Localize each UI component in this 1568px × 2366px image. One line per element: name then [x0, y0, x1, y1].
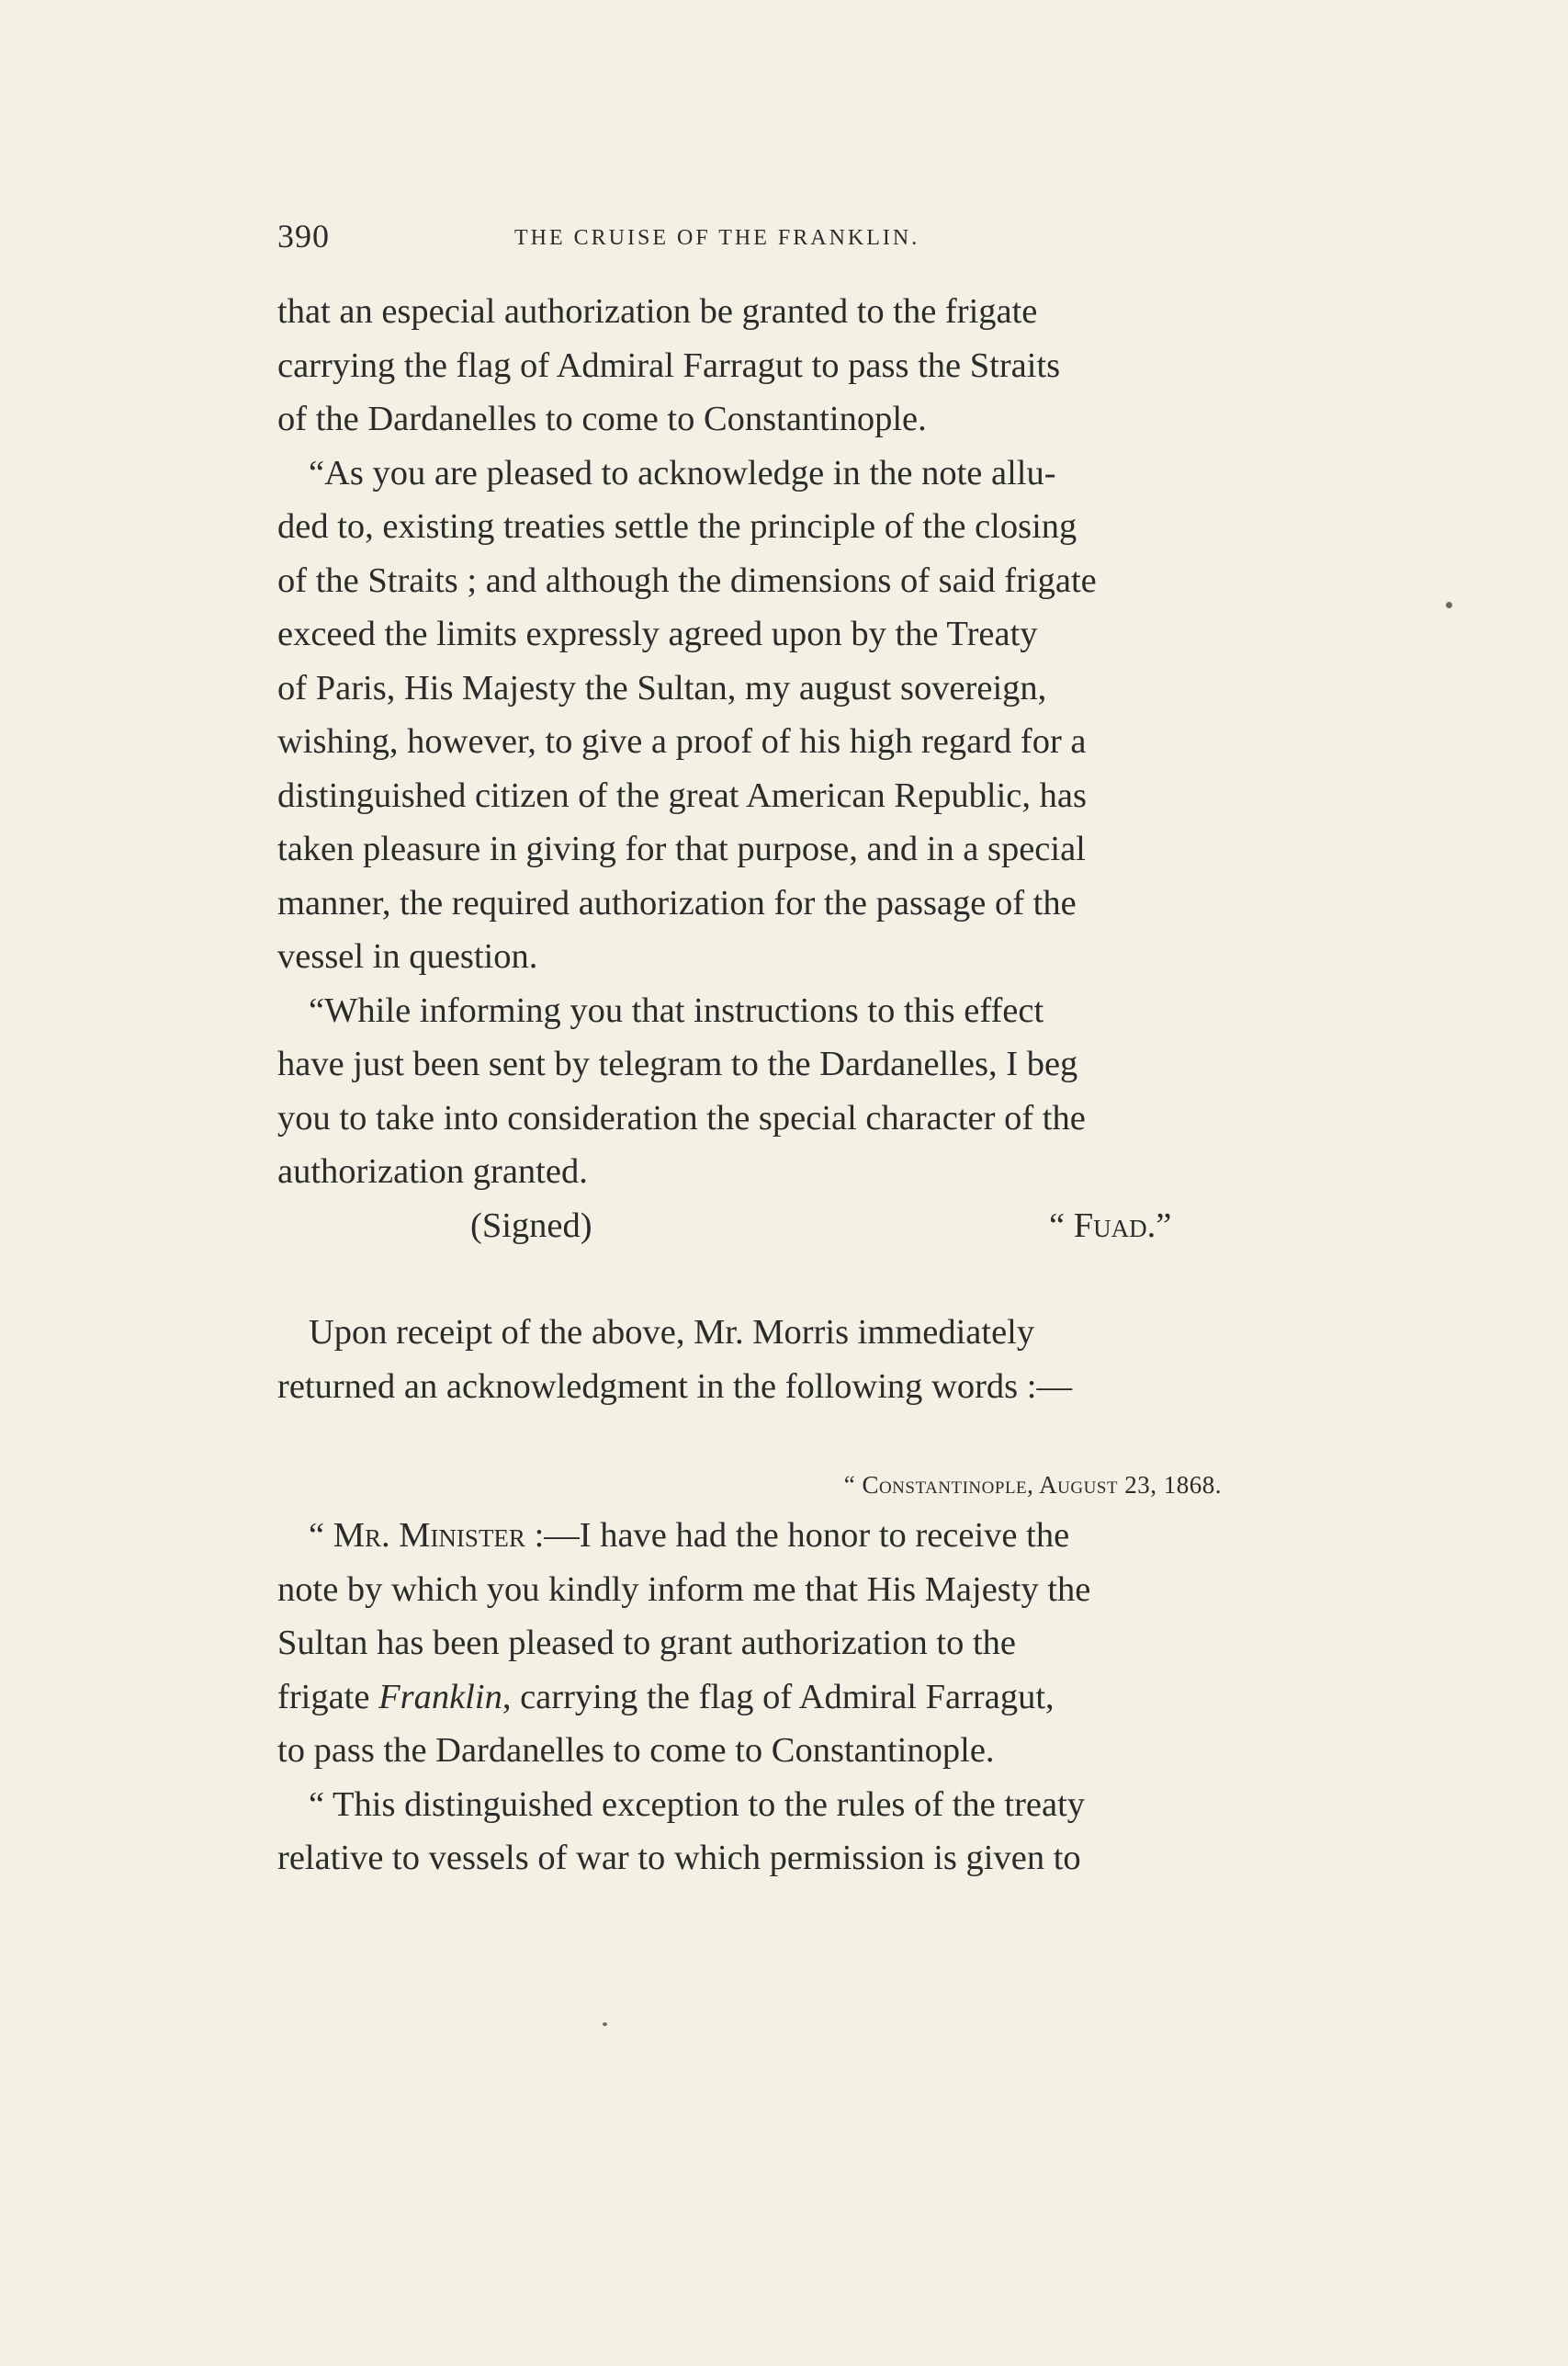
text-fragment: , carrying the flag of Admiral Farragut,	[502, 1677, 1055, 1716]
paper-speck	[1446, 602, 1452, 608]
text-line: “ This distinguished exception to the rules of the treaty	[309, 1784, 1086, 1824]
page-body	[277, 285, 1249, 1885]
text-line: “As you are pleased to acknowledge in the note allu-	[309, 453, 1056, 492]
text-line: to pass the Dardanelles to come to Constantinople.	[277, 1731, 995, 1770]
text-line: note by which you kindly inform me that His Majesty the	[277, 1569, 1091, 1609]
signed-label: (Signed)	[470, 1206, 592, 1245]
ship-name: Franklin	[378, 1677, 502, 1716]
text-line: have just been sent by telegram to the Dardanelles, I beg	[277, 1045, 1078, 1083]
text-fragment: frigate	[277, 1677, 379, 1716]
page-number: 390	[277, 218, 330, 255]
salutation-quote: “	[309, 1516, 333, 1555]
text-line: returned an acknowledgment in the following words :—	[277, 1366, 1072, 1406]
text-line: that an especial authorization be granted to the frigate	[277, 292, 1038, 331]
text-line: of the Dardanelles to come to Constantinople.	[277, 400, 927, 438]
text-line: of the Straits ; and although the dimensions of said frigate	[277, 560, 1097, 600]
text-line: vessel in question.	[277, 937, 538, 976]
salutation-rest: :—I have had the honor to receive the	[525, 1516, 1070, 1555]
text-line: taken pleasure in giving for that purpose, and in a special	[277, 830, 1086, 868]
text-line: Sultan has been pleased to grant authorization to the	[277, 1624, 1016, 1662]
text-line: manner, the required authorization for the passage of the	[277, 883, 1077, 923]
text-line: distinguished citizen of the great American Republic, has	[277, 775, 1087, 815]
text-line: ded to, existing treaties settle the principle of the closing	[277, 507, 1077, 546]
text-line: “While informing you that instructions to this effect	[309, 991, 1044, 1030]
paragraph-gap	[277, 1413, 1249, 1461]
page-header	[277, 217, 1249, 263]
text-line: carrying the flag of Admiral Farragut to pass the Straits	[277, 345, 1061, 385]
text-line: you to take into consideration the special character of the	[277, 1098, 1086, 1138]
text-line	[277, 1509, 1249, 1563]
text-line: of Paris, His Majesty the Sultan, my august sovereign,	[277, 668, 1047, 708]
paragraph-gap	[277, 1252, 1249, 1306]
salutation: Mr. Minister	[333, 1516, 525, 1555]
text-line: Upon receipt of the above, Mr. Morris immediately	[309, 1313, 1035, 1352]
paper-speck	[603, 2022, 607, 2026]
signature-line	[277, 1199, 1249, 1253]
text-line: exceed the limits expressly agreed upon by the Treaty	[277, 615, 1038, 653]
text-line: relative to vessels of war to which permission is given to	[277, 1839, 1081, 1877]
signatory-name: “ Fuad.”	[1049, 1206, 1172, 1245]
text-line: authorization granted.	[277, 1152, 588, 1191]
text-line: wishing, however, to give a proof of his high regard for a	[277, 722, 1087, 761]
text-line	[277, 1670, 1249, 1725]
running-head: THE CRUISE OF THE FRANKLIN.	[514, 226, 920, 250]
letter-dateline: “ Constantinople, August 23, 1868.	[843, 1471, 1222, 1499]
